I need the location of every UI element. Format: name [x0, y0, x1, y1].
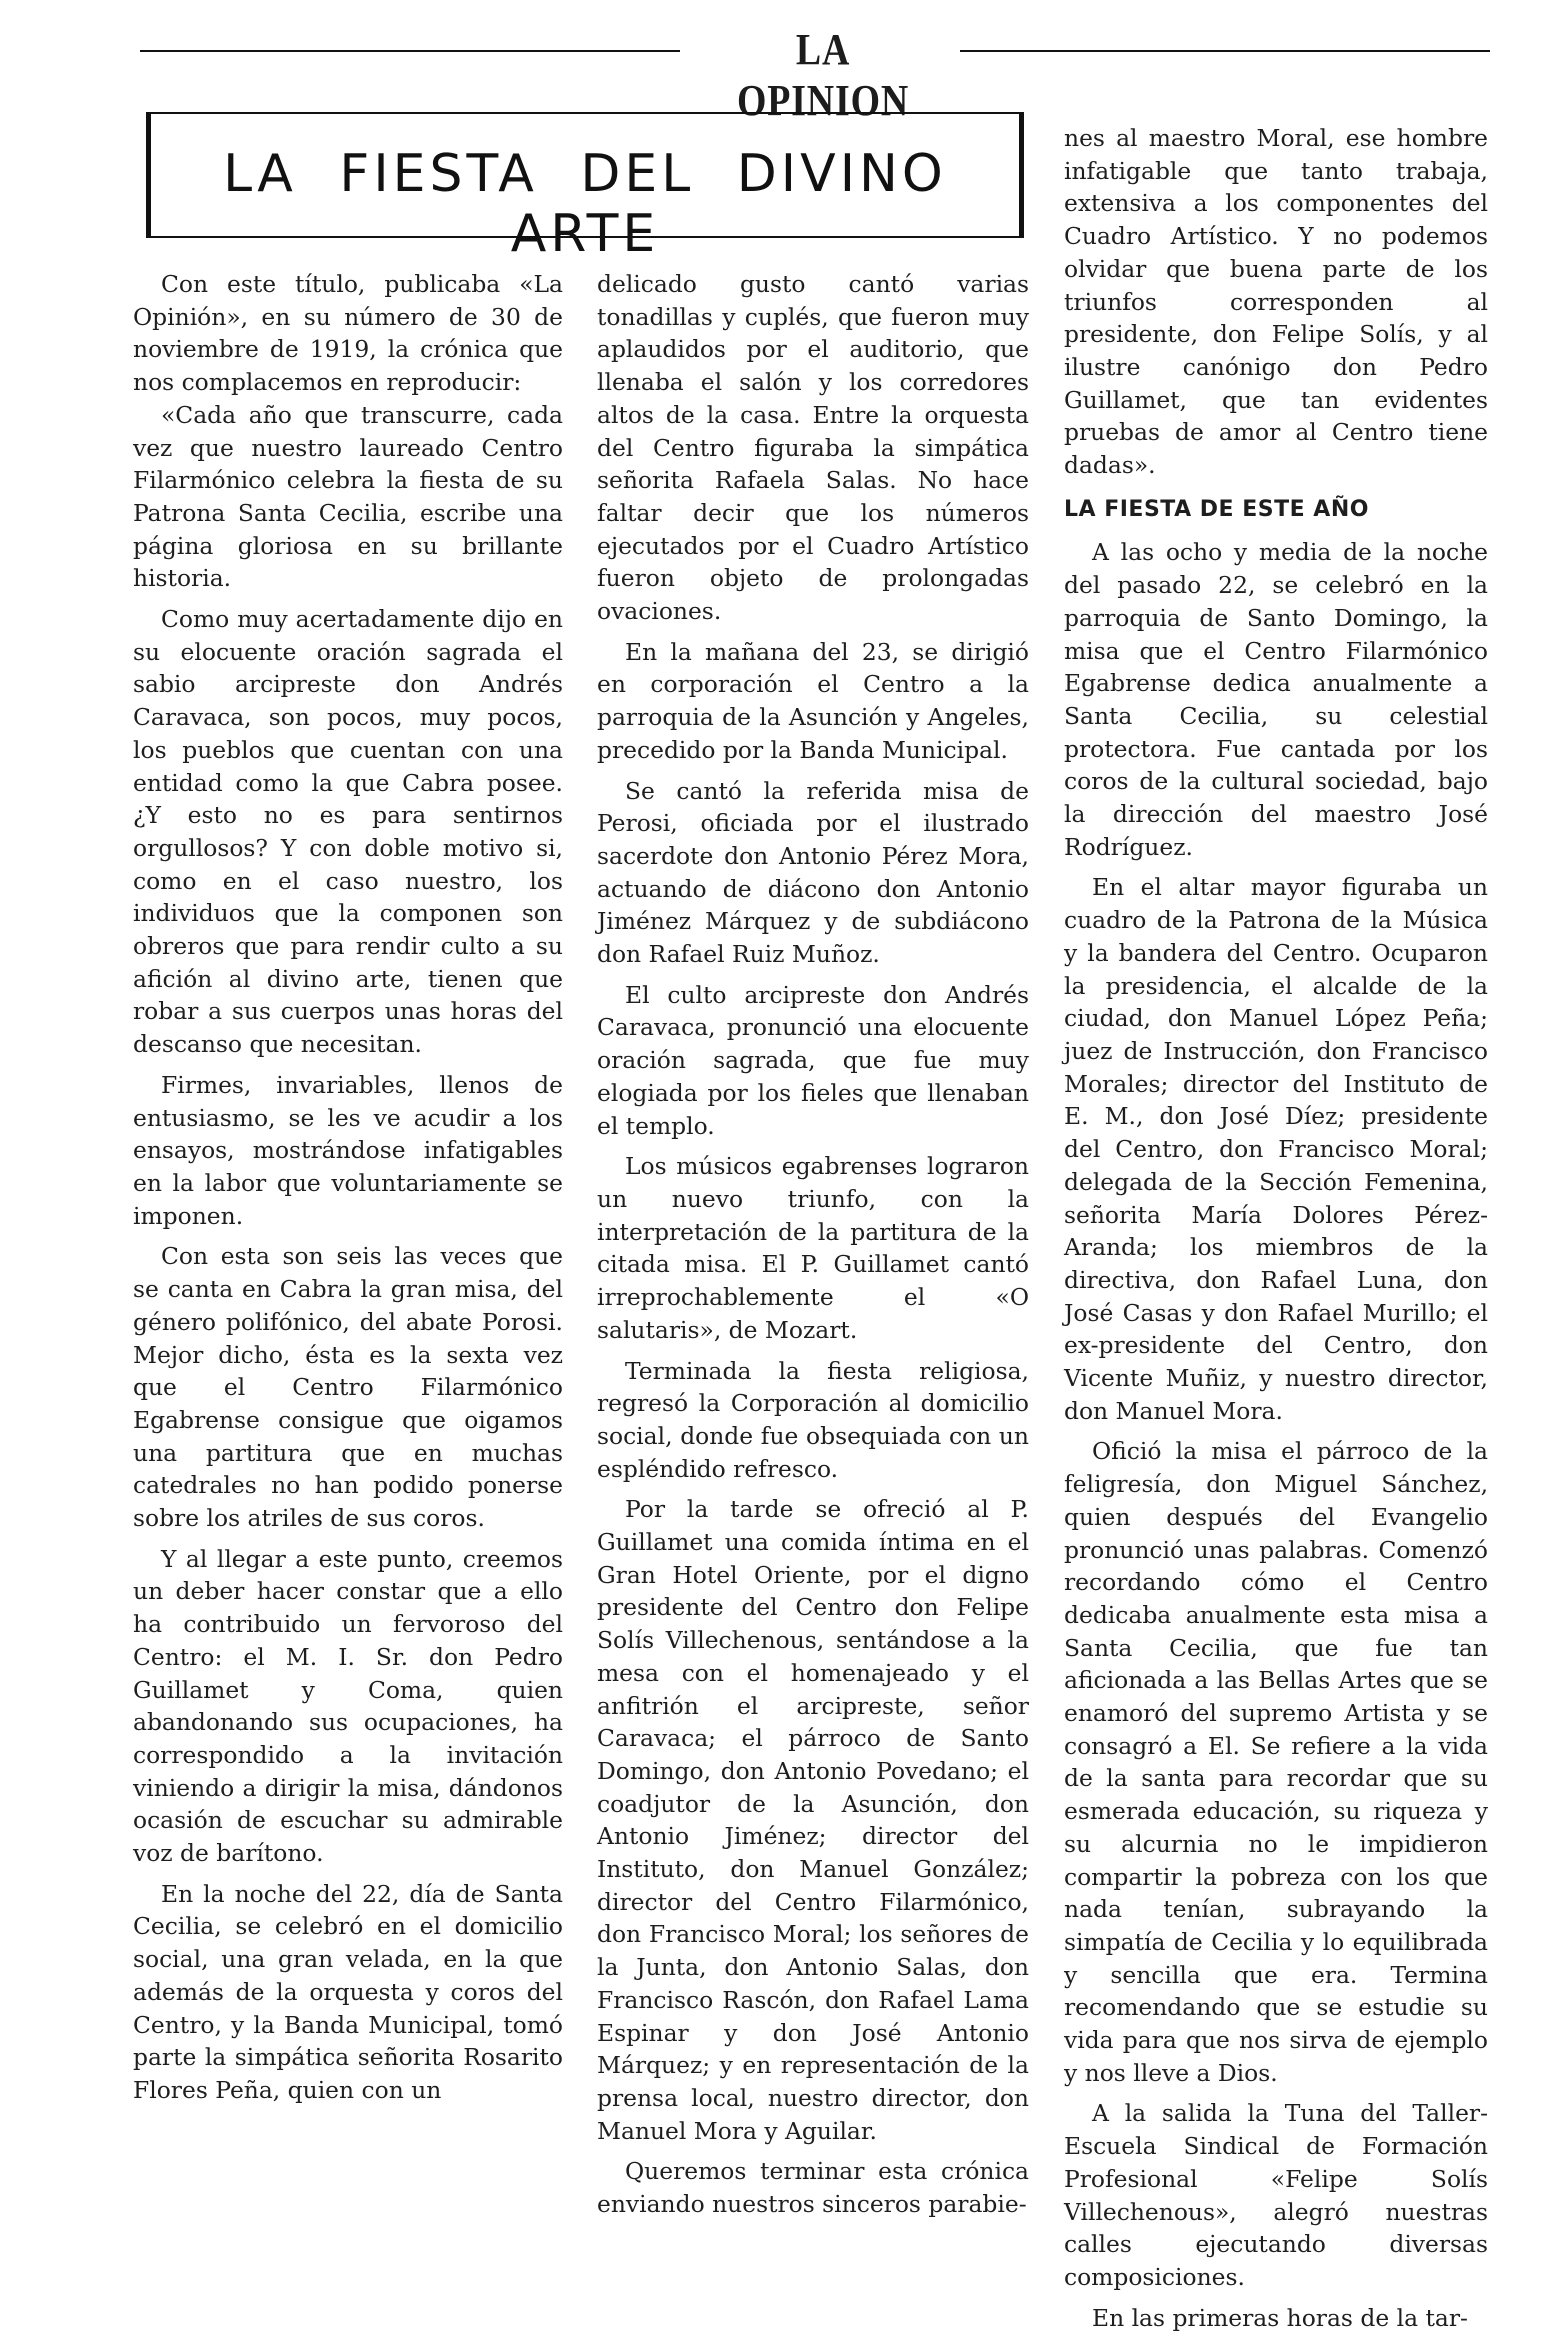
paragraph: A las ocho y media de la noche del pasado 22, se celebró en la parroquia de Santo Domingo, la misa que el Centro Filarmónico Egabrense dedica anualmente a Santa Cecilia, su celestial protectora. Fue cantada por los coros de la cultural sociedad, bajo la dirección del maestro José Rodríguez.	[1064, 538, 1488, 861]
section-subheading: LA FIESTA DE ESTE AÑO	[1064, 496, 1369, 522]
paragraph: En la mañana del 23, se dirigió en corporación el Centro a la parroquia de la Asunción y Angeles, precedido por la Banda Municipal.	[597, 637, 1029, 764]
masthead-rule-left	[140, 50, 680, 52]
paragraph: Con este título, publicaba «La Opinión», en su número de 30 de noviembre de 1919, la crónica que nos complacemos en reproducir:	[133, 270, 563, 397]
paragraph: En la noche del 22, día de Santa Cecilia, se celebró en el domicilio social, una gran velada, en la que además de la orquesta y coros del Centro, y la Banda Municipal, tomó parte la simpática señorita Rosarito Flores Peña, quien con un	[133, 1879, 563, 2104]
article-title: LA FIESTA DEL DIVINO ARTE	[223, 144, 947, 264]
paragraph: Queremos terminar esta crónica enviando nuestros sinceros parabie-	[597, 2157, 1029, 2219]
paragraph: delicado gusto cantó varias tonadillas y cuplés, que fueron muy aplaudidos por el auditorio, que llenaba el salón y los corredores altos de la casa. Entre la orquesta del Centro figuraba la simpática señorita Rafaela Salas. No hace faltar decir que los números ejecutados por el Cuadro Artístico fueron objeto de prolongadas ovaciones.	[597, 270, 1029, 626]
publication-name: LA OPINION	[736, 25, 910, 125]
paragraph: nes al maestro Moral, ese hombre infatigable que tanto trabaja, extensiva a los componentes del Cuadro Artístico. Y no podemos olvidar que buena parte de los triunfos corresponden al presidente, don Felipe Solís, y al ilustre canónigo don Pedro Guillamet, que tan evidentes pruebas de amor al Centro tiene dadas».	[1064, 124, 1488, 480]
paragraph: Los músicos egabrenses lograron un nuevo triunfo, con la interpretación de la partitura de la citada misa. El P. Guillamet cantó irreprochablemente el «O salutaris», de Mozart.	[597, 1152, 1029, 1344]
article-title-box	[146, 112, 1024, 264]
paragraph: Como muy acertadamente dijo en su elocuente oración sagrada el sabio arcipreste don Andrés Caravaca, son pocos, muy pocos, los pueblos que cuentan con una entidad como la que Cabra posee. ¿Y esto no es para sentirnos orgullosos? Y con doble motivo si, como en el caso nuestro, los individuos que la componen son obreros que para rendir culto a su afición al divino arte, tienen que robar a sus cuerpos unas horas del descanso que necesitan.	[133, 605, 563, 1059]
paragraph: Se cantó la referida misa de Perosi, oficiada por el ilustrado sacerdote don Antonio Pérez Mora, actuando de diácono don Antonio Jiménez Márquez y de subdiácono don Rafael Ruiz Muñoz.	[597, 776, 1029, 969]
masthead	[140, 22, 1490, 125]
masthead-rule-right	[960, 50, 1490, 52]
paragraph: Firmes, invariables, llenos de entusiasmo, se les ve acudir a los ensayos, mostrándose infatigables en la labor que voluntariamente se imponen.	[133, 1070, 563, 1230]
column-3	[1064, 122, 1488, 2334]
paragraph: «Cada año que transcurre, cada vez que nuestro laureado Centro Filarmónico celebra la fiesta de su Patrona Santa Cecilia, escribe una página gloriosa en su brillante historia.	[133, 400, 563, 593]
paragraph: En las primeras horas de la tar-	[1092, 2303, 1468, 2332]
paragraph: Con esta son seis las veces que se canta en Cabra la gran misa, del género polifónico, del abate Porosi. Mejor dicho, ésta es la sexta vez que el Centro Filarmónico Egabrense consigue que oigamos una partitura que en muchas catedrales no han podido ponerse sobre los atriles de sus coros.	[133, 1242, 563, 1533]
paragraph: A la salida la Tuna del Taller-Escuela Sindical de Formación Profesional «Felipe Solís Villechenous», alegró nuestras calles ejecutando diversas composiciones.	[1064, 2099, 1488, 2291]
paragraph: Terminada la fiesta religiosa, regresó la Corporación al domicilio social, donde fue obsequiada con un espléndido refresco.	[597, 1356, 1029, 1483]
paragraph: Y al llegar a este punto, creemos un deber hacer constar que a ello ha contribuido un fervoroso del Centro: el M. I. Sr. don Pedro Guillamet y Coma, quien abandonando sus ocupaciones, ha correspondido a la invitación viniendo a dirigir la misa, dándonos ocasión de escuchar su admirable voz de barítono.	[133, 1544, 563, 1868]
paragraph: Por la tarde se ofreció al P. Guillamet una comida íntima en el Gran Hotel Oriente, por el digno presidente del Centro don Felipe Solís Villechenous, sentándose a la mesa con el homenajeado y el anfitrión el arcipreste, señor Caravaca; el párroco de Santo Domingo, don Antonio Povedano; el coadjutor de la Asunción, don Antonio Jiménez; director del Instituto, don Manuel González; director del Centro Filarmónico, don Francisco Moral; los señores de la Junta, don Antonio Salas, don Francisco Rascón, don Rafael Lama Espinar y don José Antonio Márquez; y en representación de la prensa local, nuestro director, don Manuel Mora y Aguilar.	[597, 1495, 1029, 2145]
column-1	[133, 268, 563, 2107]
paragraph: En el altar mayor figuraba un cuadro de la Patrona de la Música y la bandera del Centro. Ocuparon la presidencia, el alcalde de la ciudad, don Manuel López Peña; juez de Instrucción, don Francisco Morales; director del Instituto de E. M., don José Díez; presidente del Centro, don Francisco Moral; delegada de la Sección Femenina, señorita María Dolores Pérez-Aranda; los miembros de la directiva, don Rafael Luna, don José Casas y don Rafael Murillo; el ex-presidente del Centro, don Vicente Muñiz, y nuestro director, don Manuel Mora.	[1064, 873, 1488, 1425]
column-2	[597, 268, 1029, 2221]
paragraph: El culto arcipreste don Andrés Caravaca, pronunció una elocuente oración sagrada, que fue muy elogiada por los fieles que llenaban el templo.	[597, 980, 1029, 1140]
paragraph: Ofició la misa el párroco de la feligresía, don Miguel Sánchez, quien después del Evangelio pronunció unas palabras. Comenzó recordando cómo el Centro dedicaba anualmente esta misa a Santa Cecilia, que fue tan aficionada a las Bellas Artes que se enamoró del supremo Artista y se consagró a El. Se refiere a la vida de la santa para recordar que su esmerada educación, su riqueza y su alcurnia no le impidieron compartir la pobreza con los que nada tenían, subrayando la simpatía de Cecilia y lo equilibrada y sencilla que era. Termina recomendando que se estudie su vida para que nos sirva de ejemplo y nos lleve a Dios.	[1064, 1437, 1488, 2087]
